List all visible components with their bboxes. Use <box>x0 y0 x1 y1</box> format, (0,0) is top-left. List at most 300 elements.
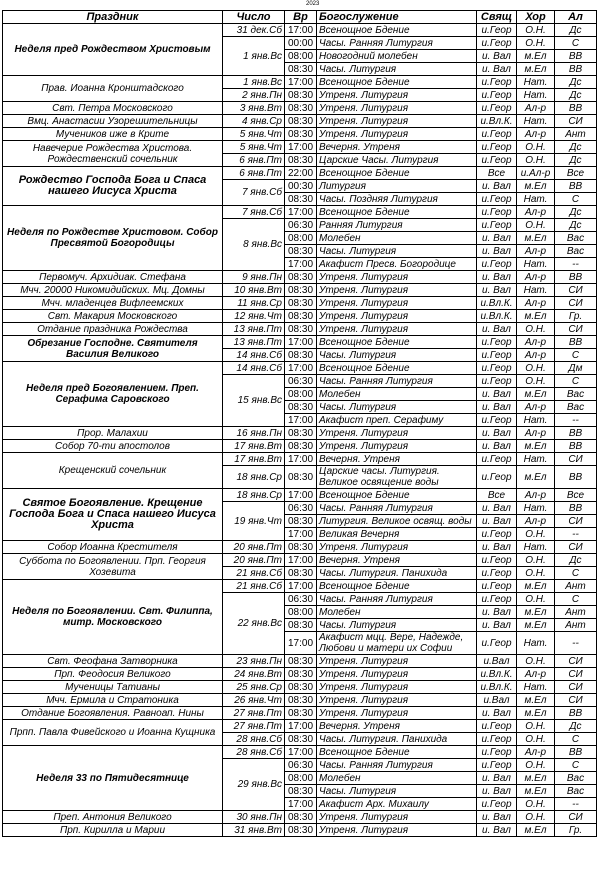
year-label: 2023 <box>306 1 320 7</box>
service-cell: Часы. Ранняя Литургия <box>317 375 477 388</box>
priest-cell: и.Геор <box>477 375 517 388</box>
priest-cell: и. Вал <box>477 541 517 554</box>
time-cell: 08:30 <box>285 668 317 681</box>
service-cell: Утреня. Литургия <box>317 541 477 554</box>
choir-cell: м.Ел <box>517 619 555 632</box>
choir-cell: Нат. <box>517 115 555 128</box>
feast-name-cell: Собор 70-ти апостолов <box>3 440 223 453</box>
time-cell: 17:00 <box>285 453 317 466</box>
priest-cell: и.Вл.К. <box>477 310 517 323</box>
time-cell: 08:30 <box>285 349 317 362</box>
priest-cell: и.Вл.К. <box>477 668 517 681</box>
service-cell: Акафист мцц. Вере, Надежде, Любови и матери их Софии <box>317 632 477 655</box>
table-row <box>3 554 597 567</box>
table-row <box>3 336 597 349</box>
feast-name-cell: Неделя по Рождестве Христовом. Собор Пресвятой Богородицы <box>3 206 223 271</box>
priest-cell: и.Геор <box>477 89 517 102</box>
time-cell: 17:00 <box>285 720 317 733</box>
time-cell: 08:30 <box>285 63 317 76</box>
priest-cell: и.Геор <box>477 76 517 89</box>
altar-cell: СИ <box>555 297 597 310</box>
feast-name-cell: Навечерие Рождества Христова. Рождественский сочельник <box>3 141 223 167</box>
choir-cell: м.Ел <box>517 824 555 837</box>
time-cell: 08:30 <box>285 427 317 440</box>
time-cell: 08:30 <box>285 284 317 297</box>
date-cell: 22 янв.Вс <box>223 593 285 655</box>
service-cell: Всенощное Бдение <box>317 206 477 219</box>
priest-cell: и.Геор <box>477 746 517 759</box>
date-cell: 13 янв.Пт <box>223 323 285 336</box>
table-row <box>3 746 597 759</box>
priest-cell: и.Геор <box>477 580 517 593</box>
altar-cell: СИ <box>555 811 597 824</box>
priest-cell: и.Геор <box>477 206 517 219</box>
altar-cell: С <box>555 37 597 50</box>
choir-cell: Ал-р <box>517 271 555 284</box>
header-row <box>3 11 597 24</box>
time-cell: 17:00 <box>285 141 317 154</box>
altar-cell: ВВ <box>555 707 597 720</box>
date-cell: 19 янв.Чт <box>223 502 285 541</box>
priest-cell: и. Вал <box>477 388 517 401</box>
service-cell: Утреня. Литургия <box>317 89 477 102</box>
feast-name-cell: Мчч. младенцев Вифлеемских <box>3 297 223 310</box>
altar-cell: Дм <box>555 362 597 375</box>
service-cell: Молебен <box>317 388 477 401</box>
date-cell: 14 янв.Сб <box>223 362 285 375</box>
time-cell: 17:00 <box>285 76 317 89</box>
date-cell: 29 янв.Вс <box>223 759 285 811</box>
choir-cell: О.Н. <box>517 811 555 824</box>
date-cell: 18 янв.Ср <box>223 466 285 489</box>
service-cell: Вечерня. Утреня <box>317 720 477 733</box>
altar-cell: ВВ <box>555 180 597 193</box>
date-cell: 28 янв.Сб <box>223 746 285 759</box>
priest-cell: и.Вал <box>477 655 517 668</box>
time-cell: 08:30 <box>285 694 317 707</box>
choir-cell: О.Н. <box>517 733 555 746</box>
priest-cell: и. Вал <box>477 811 517 824</box>
time-cell: 08:30 <box>285 401 317 414</box>
altar-cell: Дс <box>555 219 597 232</box>
altar-cell: С <box>555 349 597 362</box>
table-row <box>3 707 597 720</box>
date-cell: 21 янв.Сб <box>223 580 285 593</box>
priest-cell: и.Геор <box>477 466 517 489</box>
altar-cell: Вас <box>555 785 597 798</box>
choir-cell: Ал-р <box>517 128 555 141</box>
time-cell: 08:30 <box>285 440 317 453</box>
service-cell: Утреня. Литургия <box>317 655 477 668</box>
altar-cell: С <box>555 759 597 772</box>
col-feast-header: Праздник <box>3 11 223 24</box>
priest-cell: и. Вал <box>477 515 517 528</box>
choir-cell: Ал-р <box>517 245 555 258</box>
table-row <box>3 580 597 593</box>
priest-cell: и. Вал <box>477 619 517 632</box>
choir-cell: Ал-р <box>517 206 555 219</box>
choir-cell: Ал-р <box>517 746 555 759</box>
choir-cell: О.Н. <box>517 37 555 50</box>
altar-cell: -- <box>555 528 597 541</box>
service-cell: Всенощное Бдение <box>317 580 477 593</box>
altar-cell: Ант <box>555 619 597 632</box>
service-cell: Утреня. Литургия <box>317 694 477 707</box>
table-row <box>3 824 597 837</box>
feast-name-cell: Прпп. Павла Фивейского и Иоанна Кущника <box>3 720 223 746</box>
feast-name-cell: Рождество Господа Бога и Спаса нашего Иисуса Христа <box>3 167 223 206</box>
priest-cell: и.Геор <box>477 759 517 772</box>
priest-cell: и. Вал <box>477 824 517 837</box>
time-cell: 17:00 <box>285 206 317 219</box>
altar-cell: СИ <box>555 694 597 707</box>
altar-cell: ВВ <box>555 102 597 115</box>
choir-cell: Нат. <box>517 502 555 515</box>
time-cell: 08:30 <box>285 193 317 206</box>
choir-cell: О.Н. <box>517 554 555 567</box>
date-cell: 3 янв.Вт <box>223 102 285 115</box>
altar-cell: СИ <box>555 541 597 554</box>
priest-cell: и.Геор <box>477 567 517 580</box>
service-cell: Всенощное Бдение <box>317 76 477 89</box>
time-cell: 08:30 <box>285 297 317 310</box>
priest-cell: и.Геор <box>477 453 517 466</box>
time-cell: 06:30 <box>285 502 317 515</box>
priest-cell: и. Вал <box>477 245 517 258</box>
choir-cell: Ал-р <box>517 401 555 414</box>
date-cell: 7 янв.Сб <box>223 180 285 206</box>
date-cell: 20 янв.Пт <box>223 554 285 567</box>
service-cell: Часы. Литургия <box>317 785 477 798</box>
date-cell: 30 янв.Пн <box>223 811 285 824</box>
time-cell: 08:30 <box>285 154 317 167</box>
table-row <box>3 427 597 440</box>
priest-cell: Все <box>477 167 517 180</box>
choir-cell: Нат. <box>517 284 555 297</box>
service-cell: Часы. Литургия. Панихида <box>317 567 477 580</box>
priest-cell: и.Геор <box>477 336 517 349</box>
table-row <box>3 297 597 310</box>
priest-cell: и. Вал <box>477 785 517 798</box>
feast-name-cell: Прав. Иоанна Кронштадского <box>3 76 223 102</box>
altar-cell: СИ <box>555 115 597 128</box>
altar-cell: Гр. <box>555 310 597 323</box>
date-cell: 7 янв.Сб <box>223 206 285 219</box>
feast-name-cell: Мчч. Ермила и Стратоника <box>3 694 223 707</box>
service-cell: Великая Вечерня <box>317 528 477 541</box>
table-row <box>3 141 597 154</box>
priest-cell: и.Геор <box>477 720 517 733</box>
date-cell: 11 янв.Ср <box>223 297 285 310</box>
priest-cell: и. Вал <box>477 401 517 414</box>
feast-name-cell: Прп. Кирилла и Марии <box>3 824 223 837</box>
table-row <box>3 102 597 115</box>
priest-cell: и.Геор <box>477 141 517 154</box>
time-cell: 00:30 <box>285 180 317 193</box>
date-cell: 16 янв.Пн <box>223 427 285 440</box>
altar-cell: Дс <box>555 89 597 102</box>
choir-cell: м.Ел <box>517 440 555 453</box>
priest-cell: и. Вал <box>477 606 517 619</box>
col-priest-header: Свящ <box>477 11 517 24</box>
table-row <box>3 24 597 37</box>
time-cell: 00:00 <box>285 37 317 50</box>
altar-cell: Все <box>555 167 597 180</box>
feast-name-cell: Неделя 33 по Пятидесятнице <box>3 746 223 811</box>
table-row <box>3 76 597 89</box>
table-row <box>3 694 597 707</box>
feast-name-cell: Собор Иоанна Крестителя <box>3 541 223 554</box>
priest-cell: и.Геор <box>477 798 517 811</box>
service-cell: Царские часы. Литургия. Великое освящение воды <box>317 466 477 489</box>
choir-cell: Нат. <box>517 258 555 271</box>
altar-cell: СИ <box>555 668 597 681</box>
choir-cell: м.Ел <box>517 63 555 76</box>
time-cell: 08:30 <box>285 811 317 824</box>
date-cell: 26 янв.Чт <box>223 694 285 707</box>
choir-cell: О.Н. <box>517 798 555 811</box>
time-cell: 08:30 <box>285 785 317 798</box>
priest-cell: и. Вал <box>477 707 517 720</box>
choir-cell: Нат. <box>517 76 555 89</box>
service-cell: Часы. Литургия. Панихида <box>317 733 477 746</box>
priest-cell: и.Геор <box>477 593 517 606</box>
altar-cell: ВВ <box>555 271 597 284</box>
service-cell: Вечерня. Утреня <box>317 453 477 466</box>
choir-cell: м.Ел <box>517 232 555 245</box>
service-cell: Молебен <box>317 606 477 619</box>
time-cell: 08:30 <box>285 733 317 746</box>
date-cell: 13 янв.Пт <box>223 336 285 349</box>
priest-cell: и.Вл.К. <box>477 297 517 310</box>
priest-cell: и. Вал <box>477 772 517 785</box>
priest-cell: и.Вл.К. <box>477 115 517 128</box>
choir-cell: Ал-р <box>517 349 555 362</box>
priest-cell: и.Геор <box>477 733 517 746</box>
choir-cell: О.Н. <box>517 219 555 232</box>
time-cell: 17:00 <box>285 798 317 811</box>
time-cell: 08:30 <box>285 466 317 489</box>
altar-cell: С <box>555 593 597 606</box>
priest-cell: и.Геор <box>477 154 517 167</box>
service-cell: Ранняя Литургия <box>317 219 477 232</box>
service-cell: Утреня. Литургия <box>317 310 477 323</box>
choir-cell: м.Ел <box>517 50 555 63</box>
altar-cell: -- <box>555 414 597 427</box>
time-cell: 08:30 <box>285 567 317 580</box>
priest-cell: и. Вал <box>477 63 517 76</box>
altar-cell: С <box>555 193 597 206</box>
altar-cell: -- <box>555 798 597 811</box>
table-row <box>3 811 597 824</box>
altar-cell: Вас <box>555 232 597 245</box>
service-schedule-table <box>2 10 597 837</box>
date-cell: 12 янв.Чт <box>223 310 285 323</box>
feast-name-cell: Прп. Феодосия Великого <box>3 668 223 681</box>
choir-cell: Нат. <box>517 89 555 102</box>
priest-cell: и. Вал <box>477 427 517 440</box>
altar-cell: ВВ <box>555 746 597 759</box>
choir-cell: и.Ал-р <box>517 167 555 180</box>
date-cell: 6 янв.Пт <box>223 167 285 180</box>
feast-name-cell: Суббота по Богоявлении. Прп. Георгия Хозевита <box>3 554 223 580</box>
service-cell: Утреня. Литургия <box>317 427 477 440</box>
feast-name-cell: Неделя по Богоявлении. Свт. Филиппа, митр. Московского <box>3 580 223 655</box>
service-cell: Утреня. Литургия <box>317 681 477 694</box>
service-cell: Часы. Литургия <box>317 349 477 362</box>
priest-cell: и.Геор <box>477 349 517 362</box>
date-cell: 10 янв.Вт <box>223 284 285 297</box>
table-row <box>3 115 597 128</box>
date-cell: 31 дек.Сб <box>223 24 285 37</box>
service-cell: Утреня. Литургия <box>317 297 477 310</box>
date-cell: 2 янв.Пн <box>223 89 285 102</box>
choir-cell: Нат. <box>517 681 555 694</box>
choir-cell: Нат. <box>517 414 555 427</box>
priest-cell: и.Геор <box>477 258 517 271</box>
choir-cell: Нат. <box>517 632 555 655</box>
table-row <box>3 655 597 668</box>
altar-cell: ВВ <box>555 50 597 63</box>
choir-cell: Ал-р <box>517 489 555 502</box>
service-cell: Всенощное Бдение <box>317 489 477 502</box>
choir-cell: О.Н. <box>517 655 555 668</box>
table-row <box>3 167 597 180</box>
time-cell: 08:30 <box>285 89 317 102</box>
choir-cell: Ал-р <box>517 668 555 681</box>
table-row <box>3 453 597 466</box>
date-cell: 28 янв.Сб <box>223 733 285 746</box>
time-cell: 08:30 <box>285 271 317 284</box>
feast-name-cell: Вмц. Анастасии Узорешительницы <box>3 115 223 128</box>
time-cell: 08:00 <box>285 50 317 63</box>
service-cell: Часы. Литургия <box>317 63 477 76</box>
table-row <box>3 362 597 375</box>
choir-cell: О.Н. <box>517 323 555 336</box>
service-cell: Часы. Ранняя Литургия <box>317 502 477 515</box>
choir-cell: Ал-р <box>517 297 555 310</box>
altar-cell: ВВ <box>555 466 597 489</box>
service-cell: Всенощное Бдение <box>317 362 477 375</box>
service-cell: Утреня. Литургия <box>317 707 477 720</box>
choir-cell: м.Ел <box>517 388 555 401</box>
altar-cell: СИ <box>555 323 597 336</box>
date-cell: 18 янв.Ср <box>223 489 285 502</box>
table-row <box>3 541 597 554</box>
altar-cell: ВВ <box>555 427 597 440</box>
altar-cell: ВВ <box>555 63 597 76</box>
date-cell: 23 янв.Пн <box>223 655 285 668</box>
date-cell: 20 янв.Пт <box>223 541 285 554</box>
feast-name-cell: Прор. Малахии <box>3 427 223 440</box>
col-altar-header: Ал <box>555 11 597 24</box>
date-cell: 8 янв.Вс <box>223 219 285 271</box>
priest-cell: и.Вл.К. <box>477 681 517 694</box>
altar-cell: Дс <box>555 720 597 733</box>
time-cell: 06:30 <box>285 375 317 388</box>
time-cell: 08:30 <box>285 655 317 668</box>
table-row <box>3 310 597 323</box>
table-row <box>3 440 597 453</box>
altar-cell: Дс <box>555 554 597 567</box>
time-cell: 17:00 <box>285 414 317 427</box>
service-cell: Утреня. Литургия <box>317 115 477 128</box>
altar-cell: Дс <box>555 141 597 154</box>
service-cell: Утреня. Литургия <box>317 284 477 297</box>
choir-cell: м.Ел <box>517 310 555 323</box>
choir-cell: м.Ел <box>517 707 555 720</box>
date-cell: 15 янв.Вс <box>223 375 285 427</box>
feast-name-cell: Крещенский сочельник <box>3 453 223 489</box>
date-cell: 21 янв.Сб <box>223 567 285 580</box>
table-row <box>3 681 597 694</box>
altar-cell: Вас <box>555 245 597 258</box>
service-cell: Царские Часы. Литургия <box>317 154 477 167</box>
time-cell: 08:00 <box>285 606 317 619</box>
date-cell: 27 янв.Пт <box>223 707 285 720</box>
choir-cell: О.Н. <box>517 720 555 733</box>
feast-name-cell: Свт. Петра Московского <box>3 102 223 115</box>
altar-cell: ВВ <box>555 336 597 349</box>
time-cell: 17:00 <box>285 580 317 593</box>
priest-cell: и.Геор <box>477 102 517 115</box>
time-cell: 06:30 <box>285 219 317 232</box>
service-cell: Часы. Литургия <box>317 401 477 414</box>
time-cell: 08:00 <box>285 388 317 401</box>
choir-cell: О.Н. <box>517 567 555 580</box>
time-cell: 08:30 <box>285 102 317 115</box>
altar-cell: -- <box>555 632 597 655</box>
date-cell: 25 янв.Ср <box>223 681 285 694</box>
date-cell: 5 янв.Чт <box>223 128 285 141</box>
choir-cell: Ал-р <box>517 427 555 440</box>
service-cell: Молебен <box>317 232 477 245</box>
altar-cell: Вас <box>555 388 597 401</box>
table-row <box>3 128 597 141</box>
feast-name-cell: Неделя пред Рождеством Христовым <box>3 24 223 76</box>
time-cell: 08:30 <box>285 115 317 128</box>
altar-cell: Гр. <box>555 824 597 837</box>
altar-cell: С <box>555 567 597 580</box>
choir-cell: м.Ел <box>517 694 555 707</box>
altar-cell: Все <box>555 489 597 502</box>
date-cell: 31 янв.Вт <box>223 824 285 837</box>
service-cell: Утреня. Литургия <box>317 271 477 284</box>
priest-cell: и.Геор <box>477 554 517 567</box>
choir-cell: м.Ел <box>517 772 555 785</box>
choir-cell: Ал-р <box>517 336 555 349</box>
time-cell: 08:30 <box>285 541 317 554</box>
service-cell: Часы. Литургия <box>317 245 477 258</box>
altar-cell: СИ <box>555 453 597 466</box>
time-cell: 08:00 <box>285 232 317 245</box>
date-cell: 1 янв.Вс <box>223 37 285 76</box>
feast-name-cell: Обрезание Господне. Святителя Василия Великого <box>3 336 223 362</box>
choir-cell: О.Н. <box>517 375 555 388</box>
service-cell: Акафист Пресв. Богородице <box>317 258 477 271</box>
service-cell: Акафист Арх. Михаилу <box>317 798 477 811</box>
priest-cell: и.Геор <box>477 528 517 541</box>
time-cell: 17:00 <box>285 336 317 349</box>
choir-cell: О.Н. <box>517 24 555 37</box>
service-cell: Утреня. Литургия <box>317 102 477 115</box>
altar-cell: Вас <box>555 401 597 414</box>
priest-cell: и.Геор <box>477 362 517 375</box>
feast-name-cell: Мученицы Татианы <box>3 681 223 694</box>
priest-cell: и.Геор <box>477 193 517 206</box>
feast-name-cell: Отдание Богоявления. Равноап. Нины <box>3 707 223 720</box>
date-cell: 6 янв.Пт <box>223 154 285 167</box>
